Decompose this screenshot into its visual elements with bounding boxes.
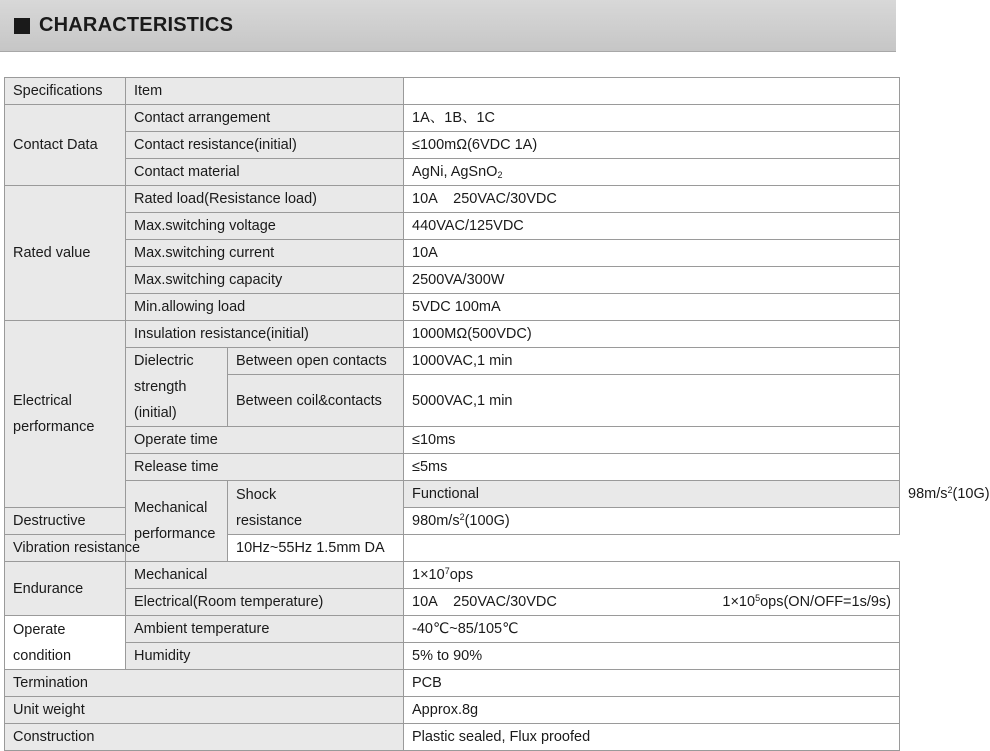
row-label-termination: Termination bbox=[5, 670, 404, 697]
value-superscript: 7 bbox=[444, 566, 450, 576]
table-row bbox=[5, 481, 900, 508]
table-row bbox=[5, 213, 900, 240]
group-contact-data: Contact Data bbox=[5, 105, 126, 186]
item-value: 1000VAC,1 min bbox=[404, 348, 900, 375]
value-text: 980m/s bbox=[412, 513, 460, 529]
value-text: AgNi, AgSnO bbox=[412, 164, 498, 180]
item-value: 1000MΩ(500VDC) bbox=[404, 321, 900, 348]
value-text: 10A 250VAC/30VDC bbox=[412, 594, 557, 610]
item-label: Electrical(Room temperature) bbox=[126, 589, 404, 616]
item-value: 5VDC 100mA bbox=[404, 294, 900, 321]
group-line: Mechanical bbox=[134, 500, 208, 516]
value-subscript: 2 bbox=[497, 170, 503, 180]
table-row bbox=[5, 535, 900, 562]
table-row bbox=[5, 562, 900, 589]
table-row bbox=[5, 186, 900, 213]
value-superscript: 2 bbox=[459, 512, 465, 522]
value-text: 1×10 bbox=[722, 594, 756, 610]
item-value: Plastic sealed, Flux proofed bbox=[404, 724, 900, 751]
group-line: performance bbox=[13, 419, 95, 435]
item-label: Min.allowing load bbox=[126, 294, 404, 321]
table-row bbox=[5, 616, 900, 643]
row-label-construction: Construction bbox=[5, 724, 404, 751]
item-label: Functional bbox=[404, 481, 900, 508]
value-text: 1×10 bbox=[412, 567, 445, 583]
value-superscript: 2 bbox=[947, 485, 953, 495]
item-label: Ambient temperature bbox=[126, 616, 404, 643]
table-row bbox=[5, 670, 900, 697]
item-value: ≤5ms bbox=[404, 454, 900, 481]
item-value: Approx.8g bbox=[404, 697, 900, 724]
item-value: 5000VAC,1 min bbox=[404, 375, 900, 427]
subgroup-line: (initial) bbox=[134, 405, 177, 421]
item-value: 10A bbox=[404, 240, 900, 267]
item-label: Max.switching capacity bbox=[126, 267, 404, 294]
group-line: condition bbox=[13, 647, 72, 664]
item-label: Max.switching voltage bbox=[126, 213, 404, 240]
item-value: 5% to 90% bbox=[404, 643, 900, 670]
value-text: ops bbox=[449, 567, 474, 583]
table-row bbox=[5, 454, 900, 481]
subgroup-dielectric-strength bbox=[126, 348, 228, 427]
table-row bbox=[5, 159, 900, 186]
subgroup-line: strength bbox=[134, 379, 187, 395]
header-value bbox=[404, 78, 900, 105]
item-label: Contact arrangement bbox=[126, 105, 404, 132]
group-electrical-performance bbox=[5, 321, 126, 508]
item-value: 1A、1B、1C bbox=[404, 105, 900, 132]
item-label: Rated load(Resistance load) bbox=[126, 186, 404, 213]
subgroup-shock-resistance bbox=[228, 481, 404, 535]
table-row bbox=[5, 321, 900, 348]
header-item: Item bbox=[126, 78, 404, 105]
group-endurance: Endurance bbox=[5, 562, 126, 616]
table-row bbox=[5, 105, 900, 132]
item-value: 10A 250VAC/30VDC bbox=[404, 186, 900, 213]
table-row bbox=[5, 697, 900, 724]
table-row bbox=[5, 132, 900, 159]
item-label: Contact resistance(initial) bbox=[126, 132, 404, 159]
group-operate-condition bbox=[5, 616, 126, 670]
item-value: -40℃~85/105℃ bbox=[404, 616, 900, 643]
row-label-unit-weight: Unit weight bbox=[5, 697, 404, 724]
item-label: Mechanical bbox=[126, 562, 404, 589]
subgroup-line: resistance bbox=[236, 512, 303, 529]
square-bullet-icon bbox=[14, 18, 30, 34]
item-label: Vibration resistance bbox=[5, 535, 228, 562]
value-text: ops(ON/OFF=1s/9s) bbox=[760, 594, 892, 610]
item-label: Between open contacts bbox=[228, 348, 404, 375]
table-row bbox=[5, 267, 900, 294]
value-text: (100G) bbox=[464, 513, 510, 529]
table-row bbox=[5, 348, 900, 375]
group-rated-value: Rated value bbox=[5, 186, 126, 321]
table-row bbox=[5, 294, 900, 321]
group-line: Operate bbox=[13, 621, 66, 638]
header-specifications: Specifications bbox=[5, 78, 126, 105]
value-superscript: 5 bbox=[755, 593, 761, 603]
item-value bbox=[404, 589, 900, 616]
table-header-row bbox=[5, 78, 900, 105]
item-label: Contact material bbox=[126, 159, 404, 186]
item-label: Release time bbox=[126, 454, 404, 481]
item-label: Insulation resistance(initial) bbox=[126, 321, 404, 348]
table-row bbox=[5, 240, 900, 267]
subgroup-line: Dielectric bbox=[134, 353, 194, 369]
item-value: 2500VA/300W bbox=[404, 267, 900, 294]
group-line: Electrical bbox=[13, 393, 72, 409]
item-value: ≤100mΩ(6VDC 1A) bbox=[404, 132, 900, 159]
item-value: 440VAC/125VDC bbox=[404, 213, 900, 240]
table-row bbox=[5, 643, 900, 670]
group-line: performance bbox=[134, 526, 216, 542]
item-value: ≤10ms bbox=[404, 427, 900, 454]
item-value bbox=[404, 159, 900, 186]
item-label: Max.switching current bbox=[126, 240, 404, 267]
table-row bbox=[5, 427, 900, 454]
table-row bbox=[5, 589, 900, 616]
item-value: 10Hz~55Hz 1.5mm DA bbox=[228, 535, 404, 562]
value-text: (10G) bbox=[952, 486, 990, 502]
characteristics-table bbox=[4, 77, 990, 751]
item-label: Humidity bbox=[126, 643, 404, 670]
item-label: Between coil&contacts bbox=[228, 375, 404, 427]
section-header bbox=[0, 0, 896, 52]
item-value bbox=[404, 562, 900, 589]
value-text-right bbox=[722, 589, 891, 615]
item-label: Operate time bbox=[126, 427, 404, 454]
item-label: Destructive bbox=[5, 508, 126, 535]
section-title: CHARACTERISTICS bbox=[39, 14, 234, 36]
value-text: 98m/s bbox=[908, 486, 948, 502]
item-value: PCB bbox=[404, 670, 900, 697]
item-value bbox=[404, 508, 900, 535]
subgroup-line: Shock bbox=[236, 486, 277, 503]
table-row bbox=[5, 724, 900, 751]
